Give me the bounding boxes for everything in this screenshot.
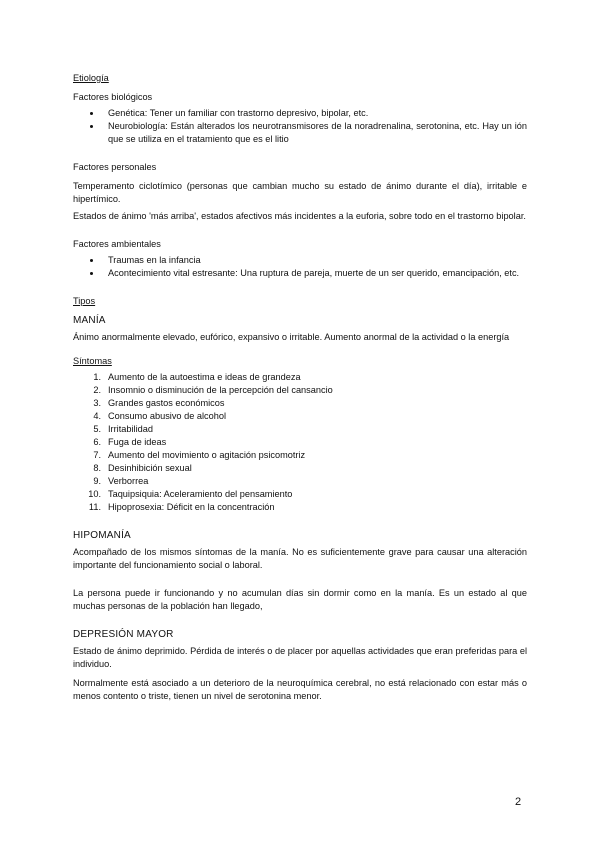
list-number: 10. (88, 489, 101, 499)
document-page (73, 72, 527, 703)
list-item (73, 410, 527, 423)
paragraph: Normalmente está asociado a un deterioro de la neuroquímica cerebral, no está relacionado con estar más o menos contento o triste, tienen un nivel de serotonina menor. (73, 678, 527, 701)
paragraph: Acompañado de los mismos síntomas de la manía. No es suficientemente grave para causar una alteración importante del funcionamiento social o laboral. (73, 547, 527, 570)
list-item-text: Aumento de la autoestima e ideas de grandeza (108, 372, 301, 382)
list-number: 8. (93, 463, 101, 473)
list-number: 2. (93, 385, 101, 395)
bullet-icon (90, 112, 93, 115)
bullet-icon (90, 259, 93, 262)
title-depresion-mayor: DEPRESIÓN MAYOR (73, 629, 174, 640)
list-item (73, 423, 527, 436)
list-number: 11. (88, 502, 101, 512)
bullet-icon (90, 272, 93, 275)
list-item (73, 436, 527, 449)
list-item: Genética: Tener un familiar con trastorno depresivo, bipolar, etc. (73, 107, 527, 120)
list-item: Neurobiología: Están alterados los neurotransmisores de la noradrenalina, serotonina, etc. Hay un ión que se utiliza en el tratamiento que es el litio (73, 120, 527, 146)
paragraph: Ánimo anormalmente elevado, eufórico, expansivo o irritable. Aumento anormal de la actividad o la energía (73, 332, 510, 342)
list-item-text: Hipoprosexia: Déficit en la concentración (108, 502, 275, 512)
list-item: Traumas en la infancia (73, 254, 527, 267)
list-item-text: Aumento del movimiento o agitación psicomotriz (108, 450, 306, 460)
list-item (73, 488, 527, 501)
list-item (73, 371, 527, 384)
title-factores-personales: Factores personales (73, 162, 157, 172)
list-item-text: Desinhibición sexual (108, 463, 192, 473)
list-number: 4. (93, 411, 101, 421)
heading-tipos: Tipos (73, 296, 96, 306)
heading-etiologia: Etiología (73, 73, 109, 83)
list-item: Acontecimiento vital estresante: Una ruptura de pareja, muerte de un ser querido, emancipación, etc. (73, 267, 527, 280)
list-factores-biologicos (73, 107, 527, 146)
bullet-icon (90, 125, 93, 128)
list-number: 5. (93, 424, 101, 434)
paragraph: Estado de ánimo deprimido. Pérdida de interés o de placer por aquellas actividades que eran preferidas para el individuo. (73, 646, 527, 669)
list-item-text: Grandes gastos económicos (108, 398, 225, 408)
list-item (73, 384, 527, 397)
heading-sintomas: Síntomas (73, 356, 112, 366)
list-number: 7. (93, 450, 101, 460)
paragraph: Estados de ánimo 'más arriba', estados afectivos más incidentes a la euforia, sobre todo en el trastorno bipolar. (73, 211, 526, 221)
list-number: 9. (93, 476, 101, 486)
page-number: 2 (515, 796, 522, 808)
list-factores-ambientales (73, 254, 527, 280)
title-hipomania: HIPOMANÍA (73, 530, 131, 541)
list-item (73, 475, 527, 488)
list-item (73, 501, 527, 514)
list-number: 6. (93, 437, 101, 447)
list-item-text: Consumo abusivo de alcohol (108, 411, 226, 421)
list-item (73, 462, 527, 475)
list-item (73, 449, 527, 462)
title-factores-biologicos: Factores biológicos (73, 92, 153, 102)
title-factores-ambientales: Factores ambientales (73, 239, 161, 249)
list-item-text: Insomnio o disminución de la percepción del cansancio (108, 385, 333, 395)
list-item (73, 397, 527, 410)
paragraph: La persona puede ir funcionando y no acumulan días sin dormir como en la manía. Es un estado al que muchas personas de la población han llegado, (73, 588, 527, 611)
list-item-text: Fuga de ideas (108, 437, 167, 447)
list-item-text: Taquipsiquia: Aceleramiento del pensamiento (108, 489, 293, 499)
list-number: 3. (93, 398, 101, 408)
list-number: 1. (93, 372, 101, 382)
list-item-text: Irritabilidad (108, 424, 153, 434)
list-item-text: Verborrea (108, 476, 149, 486)
title-mania: MANÍA (73, 315, 106, 326)
paragraph: Temperamento ciclotímico (personas que cambian mucho su estado de ánimo durante el día), irritable e hipertímico. (73, 181, 527, 204)
list-sintomas (73, 371, 527, 514)
